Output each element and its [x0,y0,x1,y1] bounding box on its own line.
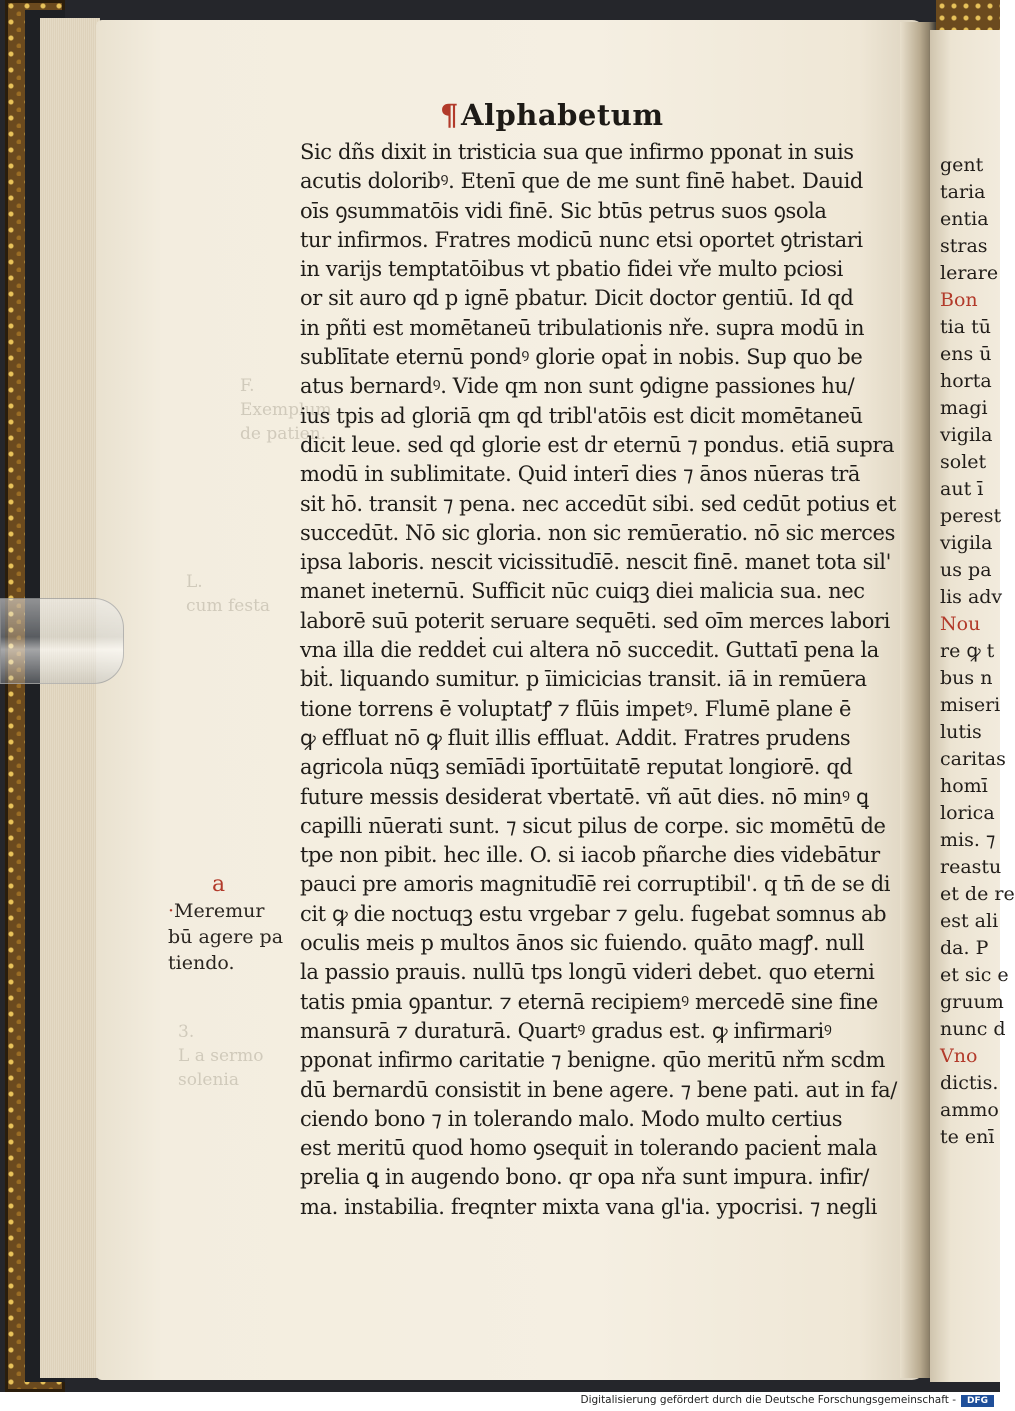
right-text-line: et de re [940,883,1015,905]
ghost-line: L. [186,572,203,592]
footer-bar [0,1392,1000,1411]
text-line: tur infirmos. Fratres modicū nunc etsi oportet ꝯtristari [300,227,863,252]
plastic-page-clip [0,598,124,684]
right-text-line: et sic e [940,964,1009,986]
text-line: vna illa die reddeṫ cui altera nō succedit. Guttatī pena la [300,638,879,663]
text-line: in varijs temptatōibus vt pbatio fidei vře multo pciosi [300,257,844,282]
right-text-line: magi [940,397,988,419]
text-line: sublītate eternū pondꝰ glorie opaṫ in nobis. Sup quo be [300,345,863,370]
right-text-line: ammo [940,1099,999,1121]
ghost-line: Exemplum [240,400,332,420]
right-text-line: solet [940,451,987,473]
text-line: mansurā ⁊ duraturā. Quartꝰ gradus est. ꝙ infirmariꝰ [300,1018,832,1043]
right-text-line: aut ī [940,478,984,500]
text-line: modū in sublimitate. Quid interī dies ⁊ ānos nūeras trā [300,462,860,487]
page-edges [40,18,100,1378]
text-line: dū bernardū consistit in bene agere. ⁊ bene pati. aut in fa/ [300,1077,897,1102]
right-text-line: lutis [940,721,982,743]
text-line: tatis pmia ꝯpantur. ⁊ eternā recipiemꝰ mercedē sine fine [300,989,878,1014]
right-text-line: ens ū [940,343,992,365]
right-text-line: Bon [940,289,978,311]
text-line: sit hō. transit ⁊ pena. nec accedūt sibi. sed cedūt potius et [300,491,896,516]
right-text-line: gent [940,154,984,176]
show-through-note [178,1020,264,1092]
margin-line: tiendo. [168,952,235,974]
text-line: prelia ꝗ in augendo bono. qr opa nřa sunt impura. infir/ [300,1165,869,1190]
right-text-line: tia tū [940,316,991,338]
right-text-line: nunc d [940,1018,1006,1040]
right-text-line: lerare [940,262,999,284]
right-text-line: vigila [940,424,993,446]
text-line: est meritū quod homo ꝯsequiṫ in tolerando pacienṫ mala [300,1136,878,1161]
text-line: capilli nūerati sunt. ⁊ sicut pilus de corpe. sic momētū de [300,813,886,838]
text-line: Sic dñs dixit in tristicia sua que infirmo pponat in suis [300,140,854,164]
text-line: acutis doloribꝰ. Etenī que de me sunt finē habet. Dauid [300,169,863,194]
ghost-line: F. [240,376,255,396]
text-line: agricola nūqꝫ semīādi īportūitatē reputat longiorē. qd [300,755,853,780]
right-text-line: perest [940,505,1002,527]
right-text-line: caritas [940,748,1006,770]
ghost-line: solenia [178,1070,239,1090]
text-line: manet ineternū. Sufficit nūc cuiqꝫ diei malicia sua. nec [300,579,865,604]
text-line: ipsa laboris. nescit vicissitudīē. nescit finē. manet tota sil' [300,550,891,575]
right-text-line: miseri [940,694,1001,716]
dfg-logo: DFG [961,1395,994,1407]
text-line: laborē suū poterit seruare sequēti. sed oīm merces labori [300,608,890,633]
ghost-line: de patien. [240,424,327,444]
right-text-line: taria [940,181,986,203]
margin-note [168,872,283,976]
text-line: atus bernardꝰ. Vide qm non sunt ꝯdigne passiones hu/ [300,374,855,399]
text-line: dicit leue. sed qd glorie est dr eternū ⁊ pondus. etiā supra [300,432,895,457]
text-line: tione torrens ē voluptatꝭ ⁊ flūis impetꝰ. Flumē plane ē [300,696,852,721]
text-line: pponat infirmo caritatie ⁊ benigne. qūo meritū nřm scdm [300,1048,885,1073]
margin-line: bū agere pa [168,926,284,948]
right-text-line: stras [940,235,988,257]
ghost-line: 3. [178,1022,195,1042]
right-text-line: est ali [940,910,999,932]
right-text-line: entia [940,208,989,230]
text-line: ius tpis ad gloriā qm qd tribl'atōis est dicit momētaneū [300,403,863,428]
margin-line: ·Meremur [168,900,265,922]
text-line: oculis meis p multos ānos sic fuiendo. quāto magꝭ. null [300,931,865,956]
main-text-block [300,138,897,1222]
pilcrow-icon: ¶ [440,98,459,132]
text-line: or sit auro qd p ignē pbatur. Dicit doctor gentiū. Id qd [300,286,854,311]
heading-text: Alphabetum [460,98,664,132]
right-text-line: dictis. [940,1072,999,1094]
right-text-line: da. P [940,937,989,959]
right-text-line: gruum [940,991,1004,1013]
ghost-line: L a sermo [178,1046,264,1066]
right-text-line: te enī [940,1126,995,1148]
text-line: ꝙ effluat nō ꝙ fluit illis effluat. Addit. Fratres prudens [300,725,851,750]
text-line: biṫ. liquando sumitur. p īimicicias transit. iā in remūera [300,667,867,692]
text-line: cit ꝙ die noctuqꝫ estu vrgebar ⁊ gelu. fugebat somnus ab [300,901,887,926]
right-text-line: Nou [940,613,981,635]
right-text-line: reastu [940,856,1002,878]
text-line: la passio prauis. nullū tps longū videri debet. quo eterni [300,960,875,985]
right-text-line: homī [940,775,988,797]
text-line: pauci pre amoris magnitudīē rei corruptibil'. q tn̄ de se di [300,872,891,897]
text-line: tpe non pibit. hec ille. O. si iacob pñarche dies videbātur [300,843,880,868]
right-text-line: lorica [940,802,995,824]
text-line: ciendo bono ⁊ in tolerando malo. Modo multo certius [300,1106,843,1131]
running-heading [440,98,664,132]
right-text-line: horta [940,370,992,392]
right-text-line: Vno [940,1045,978,1067]
right-text-line: re ꝙ t [940,640,995,662]
right-text-line: mis. ⁊ [940,829,996,851]
right-text-line: vigila [940,532,993,554]
text-line: oīs ꝯsummatōis vidi finē. Sic btūs petrus suos ꝯsola [300,198,827,223]
text-line: future messis desiderat vbertatē. vñ aūt dies. nō minꝰ ꝗ [300,784,869,809]
right-text-line: lis adv [940,586,1003,608]
text-line: succedūt. Nō sic gloria. non sic remūeratio. nō sic merces [300,520,895,545]
margin-initial: a [212,872,226,897]
right-text-line: us pa [940,559,992,581]
right-text-line: bus n [940,667,993,689]
show-through-note [186,570,270,618]
funding-credit: Digitalisierung gefördert durch die Deutsche Forschungsgemeinschaft - [580,1394,956,1406]
text-line: in pñti est momētaneū tribulationis nře. supra modū in [300,315,865,340]
ghost-line: cum festa [186,596,271,616]
text-line: ma. instabilia. freqnter mixta vana gl'ia. ypocrisi. ⁊ negli [300,1194,877,1219]
right-page-text [940,152,1015,1151]
